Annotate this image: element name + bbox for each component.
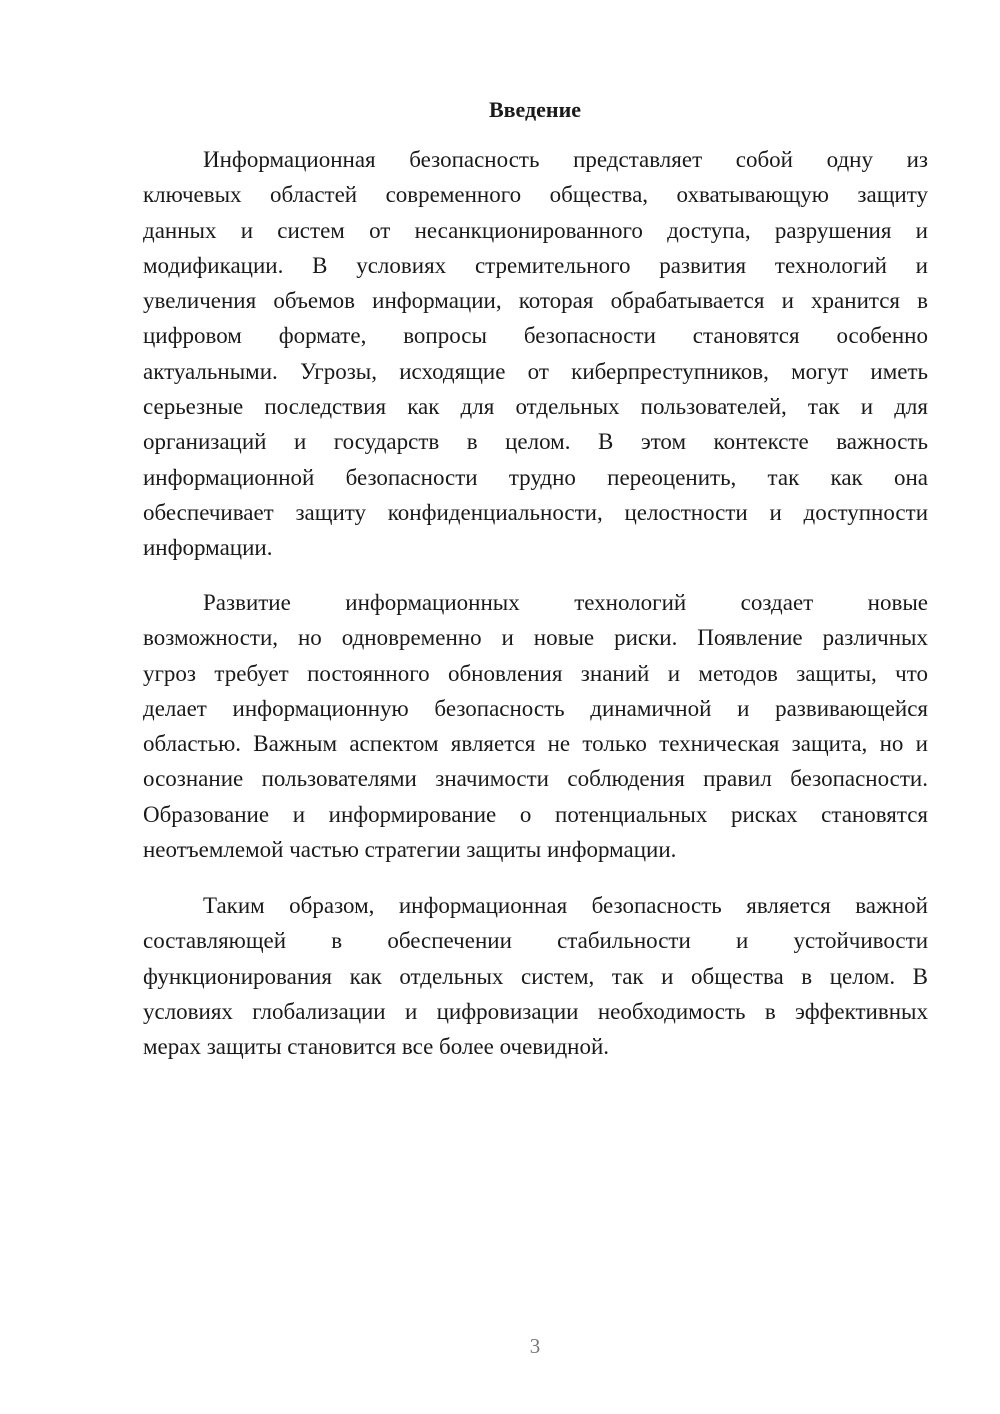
text-line: увеличения объемов информации, которая обрабатывается и хранится в bbox=[143, 288, 928, 314]
text-line: областью. Важным аспектом является не только техническая защита, но и bbox=[143, 731, 928, 757]
text-line: цифровом формате, вопросы безопасности становятся особенно bbox=[143, 323, 928, 349]
text-line: Образование и информирование о потенциальных рисках становятся bbox=[143, 801, 928, 827]
text-line: делает информационную безопасность динамичной и развивающейся bbox=[143, 695, 928, 721]
text-line: Развитие информационных технологий создает новые bbox=[203, 590, 928, 615]
text-line: Информационная безопасность представляет собой одну из bbox=[203, 147, 928, 172]
text-line: угроз требует постоянного обновления знаний и методов защиты, что bbox=[143, 660, 928, 686]
text-line: модификации. В условиях стремительного развития технологий и bbox=[143, 252, 928, 278]
section-title: Введение bbox=[488, 97, 582, 122]
text-line: ключевых областей современного общества, охватывающую защиту bbox=[143, 182, 928, 208]
text-line: актуальными. Угрозы, исходящие от киберпреступников, могут иметь bbox=[143, 358, 928, 384]
paragraph-2 bbox=[143, 585, 928, 867]
text-line: функционирования как отдельных систем, так и общества в целом. В bbox=[143, 963, 928, 989]
text-line: информационной безопасности трудно переоценить, так как она bbox=[143, 464, 928, 490]
paragraph-1 bbox=[143, 142, 928, 566]
text-line: составляющей в обеспечении стабильности и устойчивости bbox=[143, 928, 928, 954]
text-line: Таким образом, информационная безопасность является важной bbox=[203, 893, 928, 918]
text-line: осознание пользователями значимости соблюдения правил безопасности. bbox=[143, 766, 928, 792]
text-line: возможности, но одновременно и новые риски. Появление различных bbox=[143, 625, 928, 651]
text-line: неотъемлемой частью стратегии защиты информации. bbox=[143, 837, 677, 863]
text-line: серьезные последствия как для отдельных пользователей, так и для bbox=[143, 394, 928, 420]
text-line: мерах защиты становится все более очевидной. bbox=[143, 1034, 610, 1060]
text-line: обеспечивает защиту конфиденциальности, целостности и доступности bbox=[143, 499, 928, 525]
text-line: организаций и государств в целом. В этом контексте важность bbox=[143, 429, 928, 455]
page-number: 3 bbox=[529, 1334, 541, 1358]
paragraph-3 bbox=[143, 888, 928, 1064]
text-line: данных и систем от несанкционированного доступа, разрушения и bbox=[143, 217, 928, 243]
text-line: информации. bbox=[143, 535, 273, 561]
text-line: условиях глобализации и цифровизации необходимость в эффективных bbox=[143, 998, 928, 1024]
